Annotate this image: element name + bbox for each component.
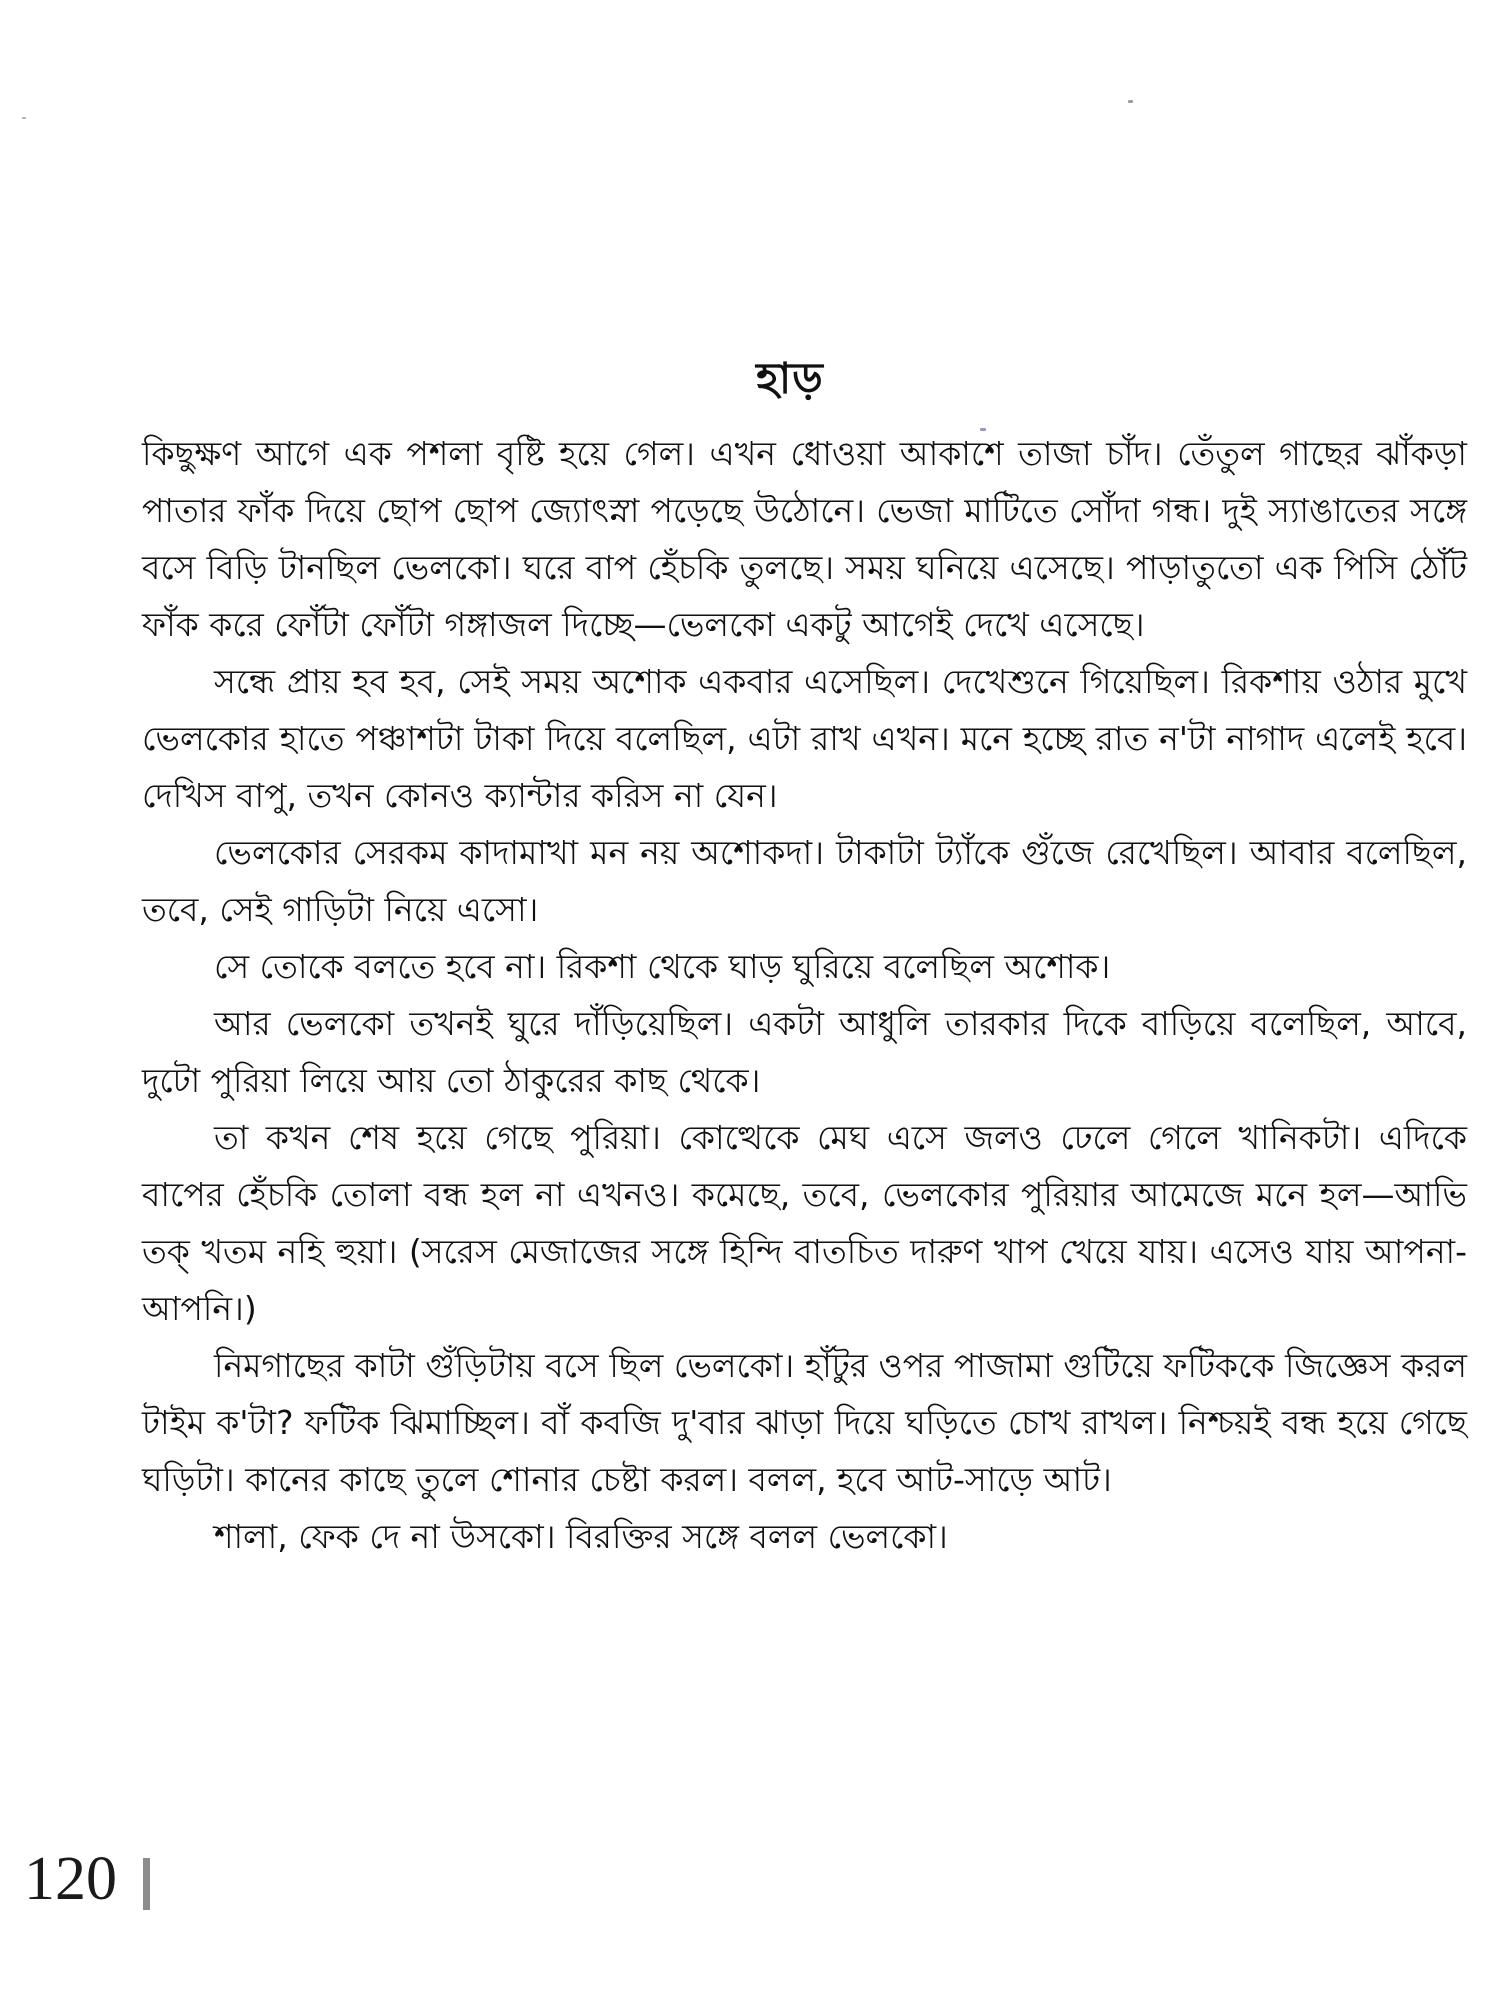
paragraph: তা কখন শেষ হয়ে গেছে পুরিয়া। কোত্থেকে মেঘ এসে জলও ঢেলে গেলে খানিকটা। এদিকে বাপের হেঁচকি তোলা বন্ধ হল না এখনও। কমেছে, তবে, ভেলকোর পুরিয়ার আমেজে মনে হল—আভি তক্ খতম নহি হুয়া। (সরেস মেজাজের সঙ্গে হিন্দি বাতচিত দারুণ খাপ খেয়ে যায়। এসেও যায় আপনা-আপনি।) — [142, 1118, 1467, 1328]
paragraph: সন্ধে প্রায় হব হব, সেই সময় অশোক একবার এসেছিল। দেখেশুনে গিয়েছিল। রিকশায় ওঠার মুখে ভেলকোর হাতে পঞ্চাশটা টাকা দিয়ে বলেছিল, এটা রাখ এখন। মনে হচ্ছে রাত ন'টা নাগাদ এলেই হবে। দেখিস বাপু, তখন কোনও ক্যান্টার করিস না যেন। — [142, 662, 1467, 815]
paragraph: সে তোকে বলতে হবে না। রিকশা থেকে ঘাড় ঘুরিয়ে বলেছিল অশোক। — [214, 947, 1111, 986]
paragraph: নিমগাছের কাটা গুঁড়িটায় বসে ছিল ভেলকো। হাঁটুর ওপর পাজামা গুটিয়ে ফটিককে জিজ্ঞেস করল টাইম ক'টা? ফটিক ঝিমাচ্ছিল। বাঁ কবজি দু'বার ঝাড়া দিয়ে ঘড়িতে চোখ রাখল। নিশ্চয়ই বন্ধ হয়ে গেছে ঘড়িটা। কানের কাছে তুলে শোনার চেষ্টা করল। বলল, হবে আট-সাড়ে আট। — [142, 1346, 1467, 1499]
paragraph: ভেলকোর সেরকম কাদামাখা মন নয় অশোকদা। টাকাটা ট্যাঁকে গুঁজে রেখেছিল। আবার বলেছিল, তবে, সেই গাড়িটা নিয়ে এসো। — [142, 833, 1467, 929]
paragraph: আর ভেলকো তখনই ঘুরে দাঁড়িয়েছিল। একটা আধুলি তারকার দিকে বাড়িয়ে বলেছিল, আবে, দুটো পুরিয়া লিয়ে আয় তো ঠাকুরের কাছ থেকে। — [142, 1004, 1467, 1100]
page-number-bar — [143, 1858, 150, 1910]
print-speck — [1128, 100, 1133, 103]
paragraph: শালা, ফেক দে না উসকো। বিরক্তির সঙ্গে বলল ভেলকো। — [214, 1517, 948, 1556]
chapter-title: হাড় — [756, 353, 824, 404]
print-speck — [22, 117, 26, 119]
body-text — [142, 425, 1467, 1565]
page-number: 120 — [24, 1845, 117, 1913]
paragraph: কিছুক্ষণ আগে এক পশলা বৃষ্টি হয়ে গেল। এখন ধোওয়া আকাশে তাজা চাঁদ। তেঁতুল গাছের ঝাঁকড়া পাতার ফাঁক দিয়ে ছোপ ছোপ জ্যোৎস্না পড়েছে উঠোনে। ভেজা মাটিতে সোঁদা গন্ধ। দুই স্যাঙাতের সঙ্গে বসে বিড়ি টানছিল ভেলকো। ঘরে বাপ হেঁচকি তুলছে। সময় ঘনিয়ে এসেছে। পাড়াতুতো এক পিসি ঠোঁট ফাঁক করে ফোঁটা ফোঁটা গঙ্গাজল দিচ্ছে—ভেলকো একটু আগেই দেখে এসেছে। — [142, 434, 1467, 644]
